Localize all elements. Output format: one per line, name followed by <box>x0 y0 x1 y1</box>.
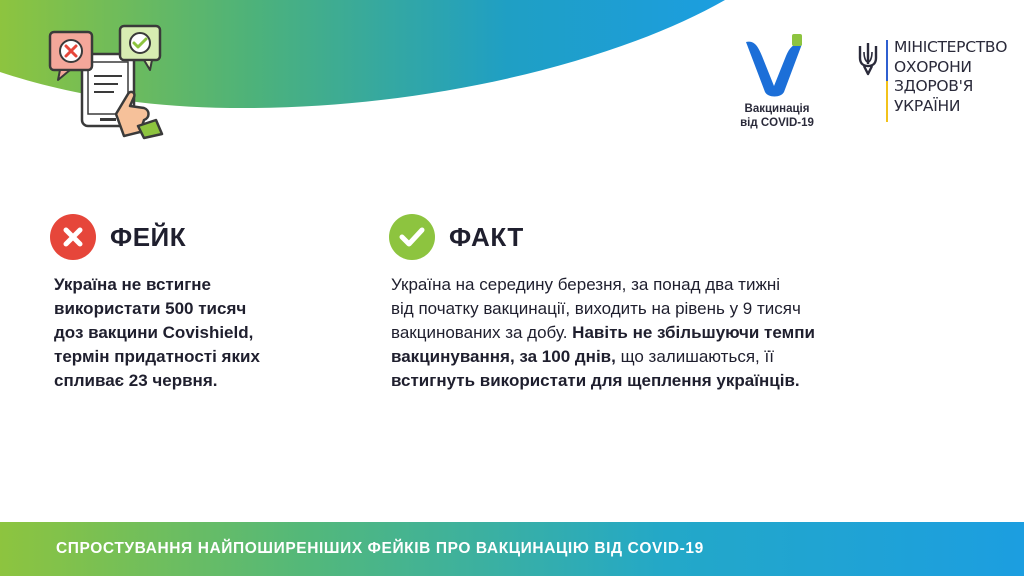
ministry-of-health-logo <box>856 38 1006 128</box>
fact-text-normal: що залишаються, її <box>615 347 774 366</box>
vaccination-v-logo-icon <box>740 32 814 98</box>
fact-line <box>391 369 951 393</box>
vaccination-logo-line1: Вакцинація <box>744 103 810 115</box>
ministry-logo-divider <box>886 40 888 122</box>
fact-text-bold: встигнуть використати для щеплення українців. <box>391 371 800 390</box>
fact-line: Україна на середину березня, за понад два тижні <box>391 275 780 294</box>
fake-statement <box>54 273 354 393</box>
ministry-logo-line3: ЗДОРОВ'Я <box>894 77 974 95</box>
check-circle-icon <box>389 214 435 260</box>
vaccination-logo <box>722 32 832 138</box>
fact-line <box>391 321 951 345</box>
fact-text-bold: Навіть не збільшуючи темпи <box>572 323 815 342</box>
vaccination-logo-line2: від COVID-19 <box>740 117 814 129</box>
fake-line: спливає 23 червня. <box>54 371 218 390</box>
fact-line: від початку вакцинації, виходить на рівень у 9 тисяч <box>391 299 801 318</box>
fake-line: доз вакцини Covishield, <box>54 323 254 342</box>
fact-heading <box>389 214 524 260</box>
ministry-logo-line4: УКРАЇНИ <box>894 96 961 115</box>
fact-label: ФАКТ <box>449 221 524 252</box>
fake-vs-fact-phone-illustration-icon <box>44 22 174 140</box>
fact-statement <box>391 273 951 393</box>
footer-banner <box>0 522 1024 576</box>
fake-label: ФЕЙК <box>110 221 187 252</box>
cross-circle-icon <box>50 214 96 260</box>
fact-text-normal: вакцинованих за добу. <box>391 323 573 342</box>
fake-heading <box>50 214 186 260</box>
fact-line <box>391 345 951 369</box>
fake-line: термін придатності яких <box>54 347 260 366</box>
ministry-logo-line2: ОХОРОНИ <box>894 57 972 76</box>
fake-line: Україна не встигне <box>54 275 212 294</box>
fact-text-bold: вакцинування, за 100 днів, <box>391 347 616 366</box>
ministry-logo-line1: МІНІСТЕРСТВО <box>894 38 1008 56</box>
fake-line: використати 500 тисяч <box>54 299 247 318</box>
trident-coat-of-arms-icon <box>856 42 880 76</box>
footer-title: СПРОСТУВАННЯ НАЙПОШИРЕНІШИХ ФЕЙКІВ ПРО ВАКЦИНАЦІЮ ВІД COVID-19 <box>56 540 704 557</box>
